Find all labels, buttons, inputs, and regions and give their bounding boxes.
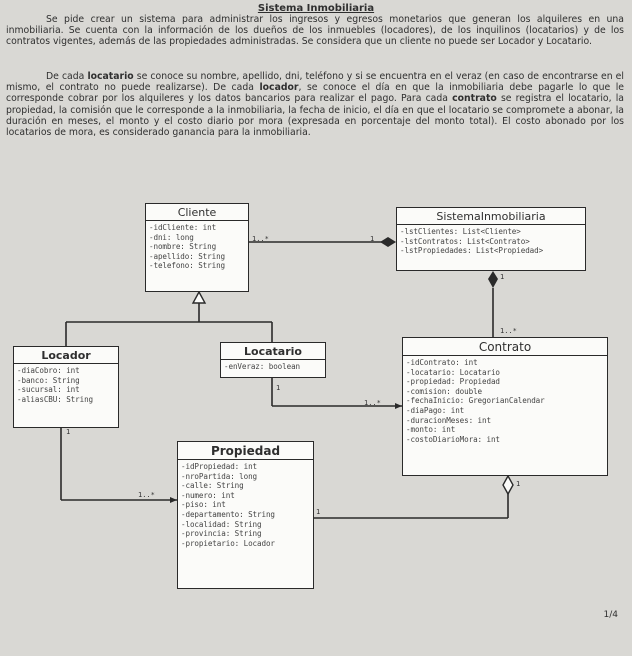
attribute: -banco: String <box>17 375 80 385</box>
class-name: Cliente <box>146 204 248 221</box>
paragraph-1-text: Se pide crear un sistema para administrar los ingresos y egresos monetarios que generan los alquileres en una inmobiliaria. Se cuenta con la información de los dueños de los inmuebles (locadores), de los inquilinos (locatarios) y de los contratos vigentes, además de las propiedades administradas. Se considera que un cliente no puede ser Locador y Locatario. <box>6 14 624 48</box>
attribute: -costoDiarioMora: int <box>406 434 500 444</box>
class-locador <box>13 346 119 428</box>
attribute: -nombre: String <box>149 242 217 252</box>
class-name: Locatario <box>221 343 325 360</box>
multiplicity-label: 1..* <box>138 491 155 499</box>
attribute: -diaPago: int <box>406 405 465 415</box>
attribute: -locatario: Locatario <box>406 367 500 377</box>
attribute: -departamento: String <box>181 509 275 519</box>
attribute: -enVeraz: boolean <box>224 362 301 371</box>
multiplicity-label: 1 <box>516 480 521 488</box>
attribute: -monto: int <box>406 425 456 435</box>
attribute: -piso: int <box>181 500 226 510</box>
class-sistema-inmobiliaria <box>396 207 586 271</box>
attribute: -idPropiedad: int <box>181 462 258 471</box>
text-run: De cada <box>46 71 88 82</box>
multiplicity-label: 1 <box>66 428 71 436</box>
multiplicity-label: 1 <box>276 384 281 392</box>
arrowhead <box>395 403 402 409</box>
attribute: -numero: int <box>181 490 235 500</box>
multiplicity-label: 1..* <box>500 327 517 335</box>
attribute-list <box>178 460 313 550</box>
class-cliente <box>145 203 249 292</box>
multiplicity-label: 1 <box>370 235 375 243</box>
attribute: -comision: double <box>406 386 483 396</box>
attribute: -propiedad: Propiedad <box>406 377 500 387</box>
attribute: -calle: String <box>181 481 244 491</box>
inheritance-triangle <box>193 292 205 303</box>
arrowhead <box>170 497 177 503</box>
page-title: Sistema Inmobiliaria <box>257 3 375 14</box>
attribute: -localidad: String <box>181 519 262 529</box>
attribute: -provincia: String <box>181 529 262 539</box>
attribute: -lstContratos: List<Contrato> <box>400 236 530 246</box>
multiplicity-label: 1..* <box>252 235 269 243</box>
multiplicity-label: 1..* <box>364 399 381 407</box>
attribute: -telefono: String <box>149 261 226 271</box>
text-run: se conoce su nombre, apellido, dni, teléfono y si se encuentra en el veraz (en caso de encontrarse en el mismo, el contrato no puede realizarse). De cada <box>6 71 624 94</box>
attribute: -idContrato: int <box>406 358 478 367</box>
attribute-list <box>146 221 248 273</box>
attribute: -fechaInicio: GregorianCalendar <box>406 396 545 406</box>
page-number: 1/4 <box>603 610 618 620</box>
attribute: -dni: long <box>149 232 194 242</box>
attribute: -apellido: String <box>149 251 226 261</box>
composition-diamond <box>488 271 498 288</box>
term-locatario: locatario <box>87 71 134 82</box>
class-locatario <box>220 342 326 378</box>
attribute: -aliasCBU: String <box>17 394 94 404</box>
attribute: -propietario: Locador <box>181 538 275 548</box>
attribute-list <box>221 360 325 374</box>
class-name: Locador <box>14 347 118 364</box>
term-locador: locador <box>259 82 299 94</box>
class-name: SistemaInmobiliaria <box>397 208 585 225</box>
attribute: -sucursal: int <box>17 385 80 395</box>
attribute-list <box>14 364 118 406</box>
term-contrato: contrato <box>452 93 497 105</box>
class-name: Propiedad <box>178 442 313 460</box>
text-run: , se conoce el día en que la inmobiliaria debe pagarle lo que le corresponde cobrar por los alquileres y los datos bancarios para realizar el pago. Para cada <box>6 82 625 105</box>
attribute: -idCliente: int <box>149 223 217 232</box>
attribute: -lstPropiedades: List<Propiedad> <box>400 246 544 256</box>
attribute-list <box>397 225 585 258</box>
multiplicity-label: 1 <box>316 508 321 516</box>
attribute: -nroPartida: long <box>181 471 258 481</box>
attribute-list <box>403 356 607 446</box>
multiplicity-label: 1 <box>500 273 505 281</box>
attribute: -duracionMeses: int <box>406 415 491 425</box>
aggregation-diamond <box>503 476 513 494</box>
attribute: -lstClientes: List<Cliente> <box>400 227 521 236</box>
class-contrato <box>402 337 608 476</box>
class-name: Contrato <box>403 338 607 356</box>
text-run: se registra el locatario, la propiedad, la comisión que le corresponde a la inmobiliaria, la fecha de inicio, el día en que el locatario se compromete a abonar, la duración en meses, el monto y el costo diario por mora (expresada en porcentaje del monto total). El costo abonado por los locatarios de mora, es considerado ganancia para la inmobiliaria. <box>6 93 624 139</box>
class-propiedad <box>177 441 314 589</box>
attribute: -diaCobro: int <box>17 366 80 375</box>
